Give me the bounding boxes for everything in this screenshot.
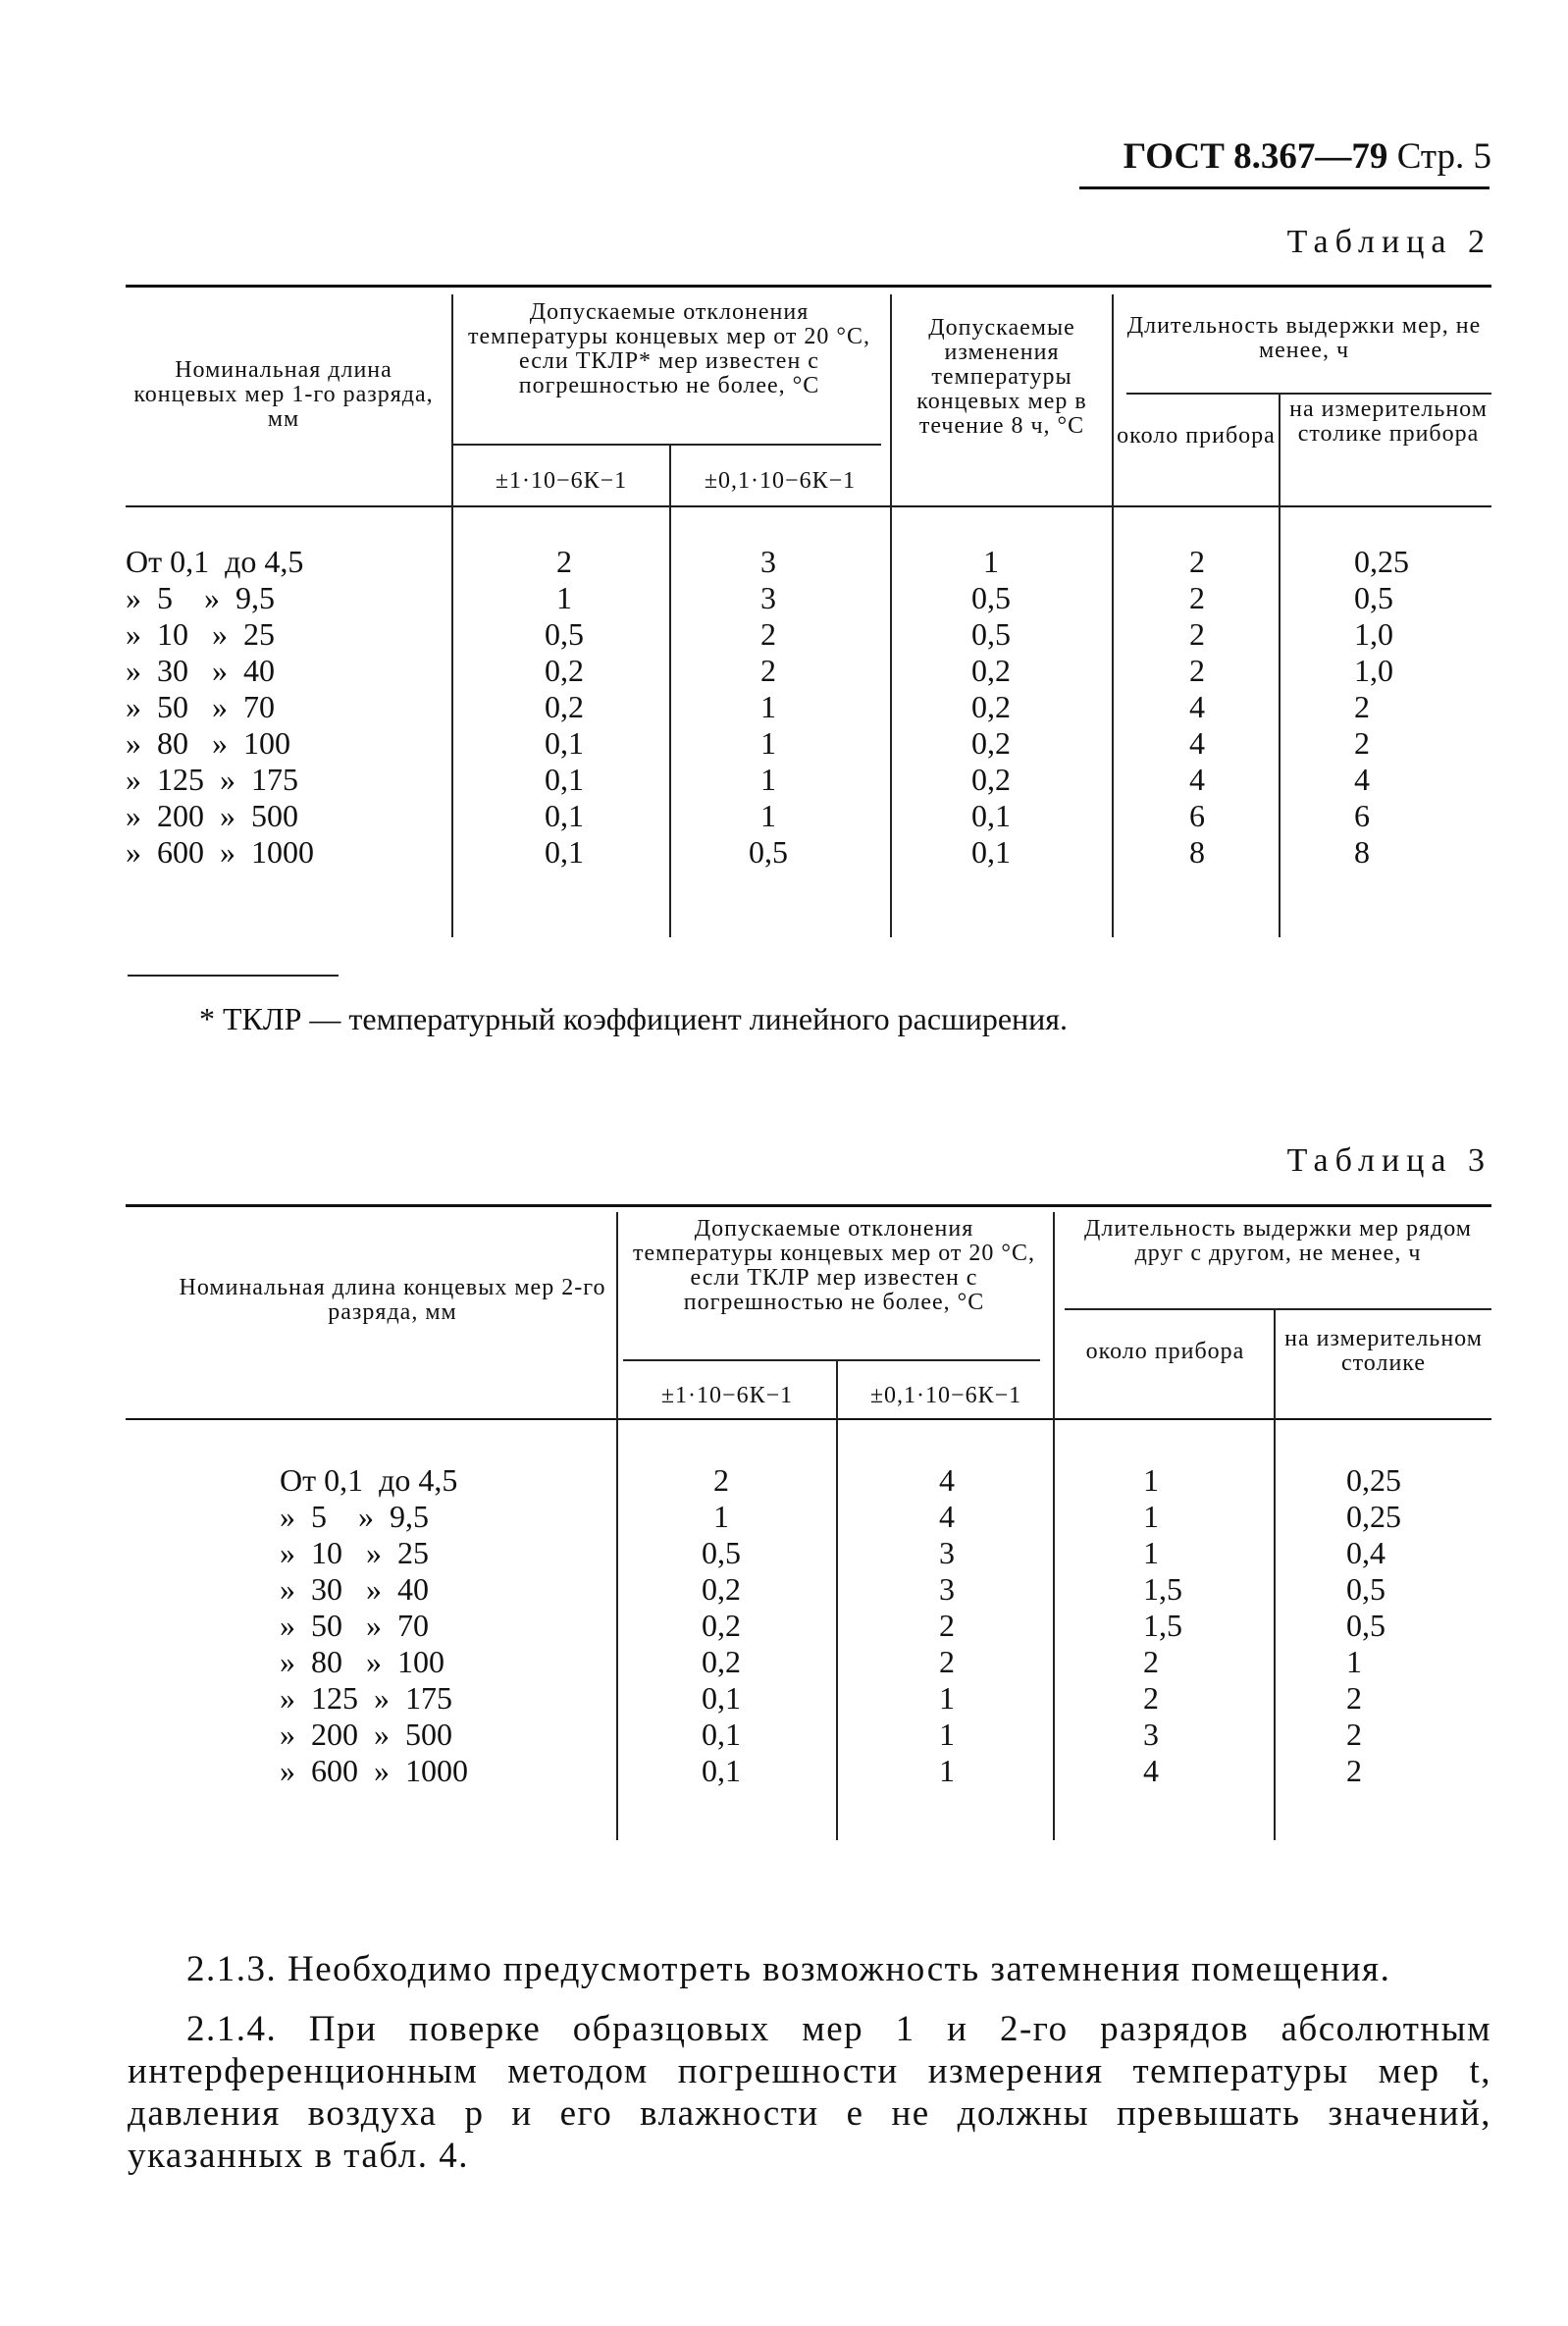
table-cell: 0,5 <box>971 580 1011 615</box>
table3-header-rule <box>126 1418 1491 1420</box>
table2-vline <box>890 294 892 937</box>
table3-col-near <box>1143 1462 1241 1789</box>
table-row: » 50 » 70 <box>280 1608 429 1643</box>
table-cell: 2 <box>939 1608 955 1643</box>
table-cell: 4 <box>1189 689 1205 724</box>
table-cell: 8 <box>1189 834 1205 870</box>
table2-head-deviation: Допускаемые отклонения температуры концевых мер от 20 °С, если ТКЛР* мер известен с погрешностью не более, °С <box>467 299 870 398</box>
table2-vline <box>451 294 453 937</box>
table-row: От 0,1 до 4,5 <box>280 1462 458 1498</box>
table-cell: 1 <box>760 725 776 761</box>
table-cell: 6 <box>1354 798 1370 833</box>
table-cell: 3 <box>1143 1717 1159 1752</box>
table-row: » 200 » 500 <box>126 798 298 833</box>
table-cell: 0,1 <box>702 1717 741 1752</box>
table-row: » 30 » 40 <box>126 653 275 688</box>
table-row: » 600 » 1000 <box>126 834 314 870</box>
table2-head-duration: Длительность выдержки мер, не менее, ч <box>1126 313 1482 363</box>
table-cell: 0,2 <box>702 1608 741 1643</box>
table-cell: 0,25 <box>1346 1499 1401 1534</box>
table-cell: 4 <box>1354 762 1370 797</box>
table-cell: 8 <box>1354 834 1370 870</box>
table-cell: 1 <box>1143 1535 1159 1570</box>
table-cell: 1 <box>760 689 776 724</box>
table-row: » 200 » 500 <box>280 1717 452 1752</box>
table-cell: 0,5 <box>971 616 1011 652</box>
table3-duration-rule <box>1065 1308 1491 1310</box>
table-row: » 125 » 175 <box>126 762 298 797</box>
table-row: » 50 » 70 <box>126 689 275 724</box>
table-cell: 0,1 <box>545 762 584 797</box>
table-cell: 2 <box>1189 653 1205 688</box>
table-cell: 3 <box>760 544 776 579</box>
table3-head-table: на измерительном столике <box>1284 1326 1483 1376</box>
table2-col-length <box>126 544 449 871</box>
table-cell: 1 <box>939 1717 955 1752</box>
table-cell: 0,1 <box>545 834 584 870</box>
table-cell: 0,2 <box>971 689 1011 724</box>
table2-col-dev-b <box>734 544 803 871</box>
table-cell: 1,0 <box>1354 653 1393 688</box>
table-cell: 4 <box>939 1499 955 1534</box>
table-cell: 0,5 <box>1346 1571 1385 1607</box>
table2-duration-rule <box>1126 393 1491 395</box>
table-cell: 0,5 <box>749 834 788 870</box>
footnote-rule <box>128 975 339 977</box>
page-header <box>1060 135 1491 178</box>
table-cell: 2 <box>556 544 572 579</box>
table-cell: 2 <box>760 653 776 688</box>
table-cell: 4 <box>1189 762 1205 797</box>
table-cell: 2 <box>1346 1717 1362 1752</box>
table-cell: 0,25 <box>1346 1462 1401 1498</box>
table-cell: 1,5 <box>1143 1571 1182 1607</box>
table-cell: 0,1 <box>702 1753 741 1788</box>
table3-caption: Таблица 3 <box>1286 1142 1491 1179</box>
table3-vline <box>836 1360 838 1840</box>
table2-caption: Таблица 2 <box>1286 224 1491 260</box>
table-row: » 10 » 25 <box>280 1535 429 1570</box>
table2-vline <box>1279 393 1281 937</box>
table-row: » 125 » 175 <box>280 1680 452 1716</box>
table-cell: 0,1 <box>545 725 584 761</box>
table-cell: 0,4 <box>1346 1535 1385 1570</box>
table-cell: 1,0 <box>1354 616 1393 652</box>
table-cell: 1 <box>939 1753 955 1788</box>
table-cell: 2 <box>1354 725 1370 761</box>
table2-deviation-rule <box>453 444 881 446</box>
table-cell: 4 <box>939 1462 955 1498</box>
table-cell: 0,2 <box>971 725 1011 761</box>
table-cell: 0,2 <box>971 653 1011 688</box>
table2-head-length: Номинальная длина концевых мер 1-го разряда, мм <box>133 357 434 432</box>
table3-vline <box>1053 1212 1055 1840</box>
table-row: » 5 » 9,5 <box>280 1499 429 1534</box>
table2-top-rule <box>126 285 1491 288</box>
table-cell: 2 <box>1189 616 1205 652</box>
table-cell: 0,5 <box>1346 1608 1385 1643</box>
table-row: От 0,1 до 4,5 <box>126 544 304 579</box>
table-cell: 1 <box>1143 1499 1159 1534</box>
table-cell: 0,1 <box>545 798 584 833</box>
table2-footnote: * ТКЛР — температурный коэффициент линейного расширения. <box>199 1001 1069 1036</box>
table-cell: 0,2 <box>971 762 1011 797</box>
table3-vline <box>1274 1308 1276 1840</box>
table3-head-dev-a: ±1·10−6К−1 <box>660 1383 794 1408</box>
table-cell: 0,2 <box>545 653 584 688</box>
table-cell: 3 <box>939 1535 955 1570</box>
table-cell: 1 <box>1143 1462 1159 1498</box>
table2-col-change <box>957 544 1025 871</box>
table-cell: 1 <box>939 1680 955 1716</box>
table2-header-rule <box>126 505 1491 507</box>
table-cell: 0,5 <box>702 1535 741 1570</box>
table-cell: 2 <box>713 1462 729 1498</box>
table-cell: 2 <box>1189 544 1205 579</box>
table3-head-dev-b: ±0,1·10−6К−1 <box>869 1383 1022 1408</box>
table-cell: 0,5 <box>545 616 584 652</box>
table3-col-length <box>280 1462 613 1789</box>
header-rule <box>1079 186 1490 189</box>
page-number: Стр. 5 <box>1396 136 1491 177</box>
table-cell: 4 <box>1189 725 1205 761</box>
table-cell: 1 <box>1346 1644 1362 1679</box>
table3-head-deviation: Допускаемые отклонения температуры концевых мер от 20 °С, если ТКЛР мер известен с погрешностью не более, °С <box>632 1216 1035 1315</box>
table3-vline <box>616 1212 618 1840</box>
table-cell: 3 <box>939 1571 955 1607</box>
table2-head-dev-a: ±1·10−6К−1 <box>495 468 628 494</box>
table-cell: 4 <box>1143 1753 1159 1788</box>
table2-vline <box>669 445 671 937</box>
table-cell: 0,1 <box>702 1680 741 1716</box>
table-cell: 0,2 <box>545 689 584 724</box>
table-cell: 2 <box>939 1644 955 1679</box>
table-cell: 0,1 <box>971 798 1011 833</box>
paragraph-2-1-4: 2.1.4. При поверке образцовых мер 1 и 2-го разрядов абсолютным интерференционным методом погрешности измерения температуры мер t, давления воздуха p и его влажности e не должны превышать значений, указанных в табл. 4. <box>128 2009 1491 2176</box>
table-cell: 0,2 <box>702 1644 741 1679</box>
table-cell: 1 <box>713 1499 729 1534</box>
table-cell: 1 <box>556 580 572 615</box>
table-cell: 0,25 <box>1354 544 1409 579</box>
table-row: » 30 » 40 <box>280 1571 429 1607</box>
table-cell: 3 <box>760 580 776 615</box>
table-cell: 1 <box>983 544 999 579</box>
table2-head-change: Допускаемые изменения температуры концевых мер в течение 8 ч, °С <box>916 315 1087 439</box>
table-cell: 1 <box>760 762 776 797</box>
table-row: » 80 » 100 <box>126 725 290 761</box>
table-row: » 5 » 9,5 <box>126 580 275 615</box>
table3-col-dev-b <box>913 1462 981 1789</box>
table-row: » 10 » 25 <box>126 616 275 652</box>
table2-head-table: на измерительном столике прибора <box>1289 396 1488 447</box>
table3-col-table <box>1346 1462 1464 1789</box>
table-cell: 2 <box>1354 689 1370 724</box>
table-cell: 2 <box>1189 580 1205 615</box>
table-cell: 1,5 <box>1143 1608 1182 1643</box>
table-cell: 1 <box>760 798 776 833</box>
table3-head-length: Номинальная длина концевых мер 2-го разряда, мм <box>179 1275 606 1325</box>
table-cell: 0,5 <box>1354 580 1393 615</box>
table-cell: 2 <box>760 616 776 652</box>
table-cell: 2 <box>1143 1680 1159 1716</box>
paragraph-2-1-3: 2.1.3. Необходимо предусмотреть возможность затемнения помещения. <box>186 1949 1391 1989</box>
table3-top-rule <box>126 1204 1491 1207</box>
table3-deviation-rule <box>623 1359 1040 1361</box>
table3-col-dev-a <box>687 1462 756 1789</box>
table-cell: 0,2 <box>702 1571 741 1607</box>
table-cell: 0,1 <box>971 834 1011 870</box>
table-cell: 2 <box>1346 1680 1362 1716</box>
table-row: » 80 » 100 <box>280 1644 444 1679</box>
table-cell: 6 <box>1189 798 1205 833</box>
table-cell: 2 <box>1346 1753 1362 1788</box>
body-text <box>128 1948 1491 2194</box>
table2-head-dev-b: ±0,1·10−6К−1 <box>704 468 857 494</box>
gost-number: ГОСТ 8.367—79 <box>1123 136 1388 177</box>
table2-vline <box>1112 294 1114 937</box>
table-row: » 600 » 1000 <box>280 1753 468 1788</box>
table-cell: 2 <box>1143 1644 1159 1679</box>
table3-head-near: около прибора <box>1085 1339 1245 1364</box>
table2-col-dev-a <box>530 544 599 871</box>
table2-col-table <box>1354 544 1472 871</box>
table2-col-near <box>1168 544 1227 871</box>
table3-head-duration: Длительность выдержки мер рядом друг с другом, не менее, ч <box>1083 1216 1472 1266</box>
table2-head-near: около прибора <box>1117 423 1276 449</box>
